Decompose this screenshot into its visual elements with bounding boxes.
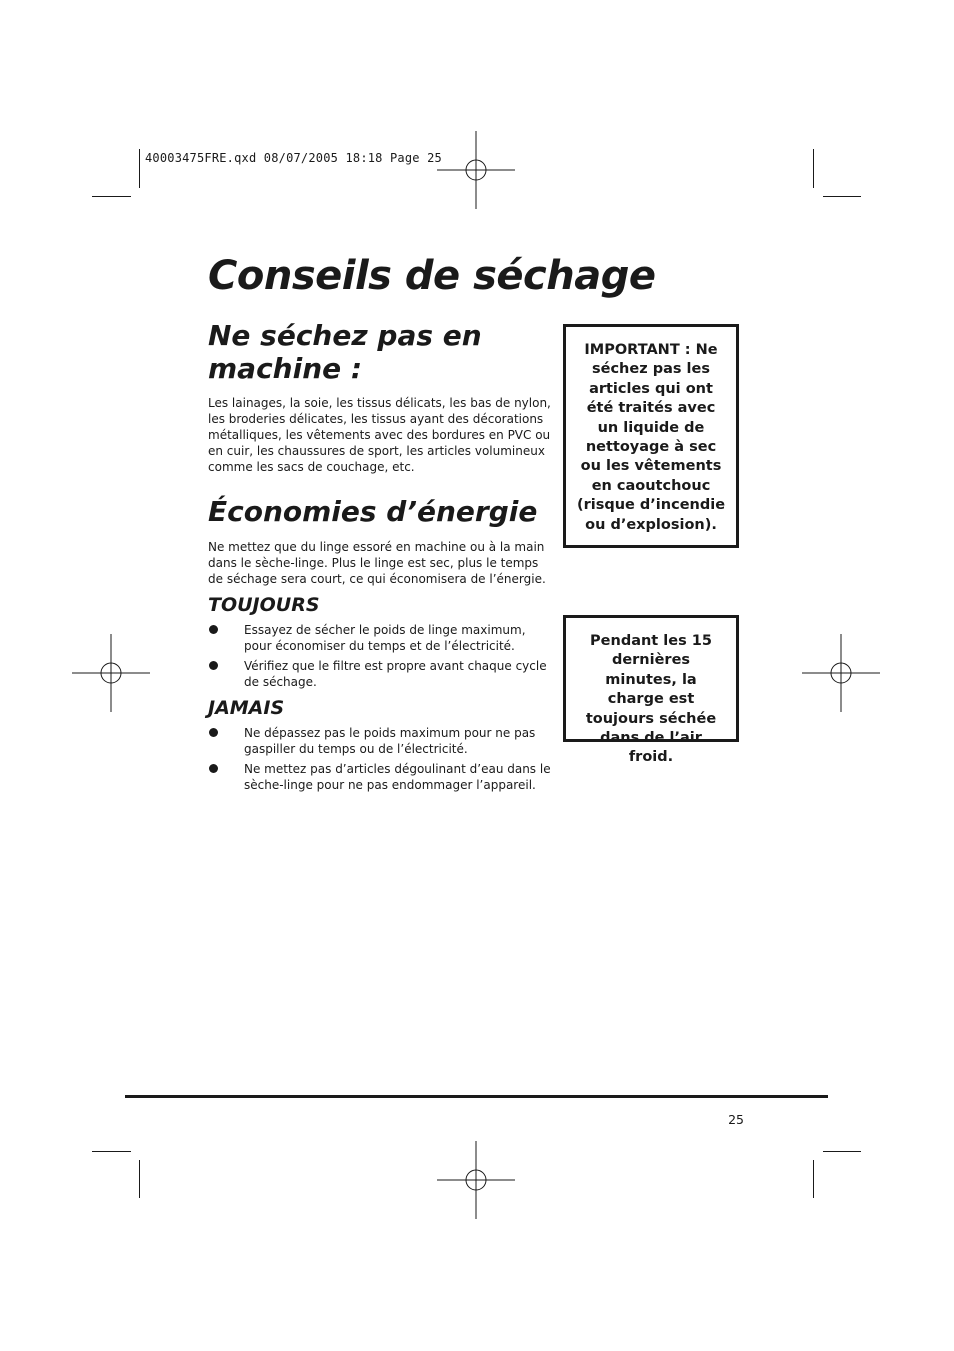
list-item	[208, 658, 553, 690]
page-title: Conseils de séchage	[208, 253, 656, 299]
heading-line: machine :	[208, 352, 363, 385]
bullet-icon	[209, 764, 218, 773]
list-item-text: Ne dépassez pas le poids maximum pour ne pas gaspiller du temps ou de l’électricité.	[244, 726, 536, 756]
list-item	[208, 761, 553, 793]
jamais-heading: JAMAIS	[208, 697, 285, 719]
crop-mark	[813, 149, 814, 188]
toujours-list	[208, 622, 553, 694]
crop-mark	[823, 1151, 861, 1152]
crop-mark	[823, 196, 861, 197]
registration-mark-icon	[437, 1141, 515, 1219]
list-item	[208, 725, 553, 757]
crop-mark	[813, 1160, 814, 1198]
bullet-icon	[209, 728, 218, 737]
toujours-heading: TOUJOURS	[208, 594, 320, 616]
section-heading-no-machine	[208, 319, 482, 385]
crop-mark	[92, 1151, 131, 1152]
energy-text: Ne mettez que du linge essoré en machine ou à la main dans le sèche-linge. Plus le linge est sec, plus le temps de séchage sera court, ce qui économisera de l’énergie.	[208, 540, 546, 586]
list-item-text: Ne mettez pas d’articles dégoulinant d’eau dans le sèche-linge pour ne pas endommager l’appareil.	[244, 762, 551, 792]
crop-mark	[139, 149, 140, 188]
section-heading-energy: Économies d’énergie	[208, 495, 538, 528]
footer-rule	[125, 1095, 828, 1098]
list-item	[208, 622, 553, 654]
jamais-list	[208, 725, 553, 797]
no-machine-text: Les lainages, la soie, les tissus délicats, les bas de nylon, les broderies délicates, les tissus ayant des décorations métalliques, les vêtements avec des bordures en PVC ou en cuir, les chaussures de sport, les articles volumineux comme les sacs de couchage, etc.	[208, 396, 551, 474]
registration-mark-icon	[437, 131, 515, 209]
cooling-note-box: Pendant les 15 dernières minutes, la charge est toujours séchée dans de l’air froid.	[563, 615, 739, 742]
registration-mark-icon	[802, 634, 880, 712]
bullet-icon	[209, 661, 218, 670]
important-warning-box: IMPORTANT : Ne séchez pas les articles qui ont été traités avec un liquide de nettoyage à sec ou les vêtements en caoutchouc (risque d’incendie ou d’explosion).	[563, 324, 739, 548]
crop-mark	[139, 1160, 140, 1198]
crop-mark	[92, 196, 131, 197]
page-number: 25	[728, 1112, 744, 1127]
list-item-text: Essayez de sécher le poids de linge maximum, pour économiser du temps et de l’électricité.	[244, 623, 526, 653]
registration-mark-icon	[72, 634, 150, 712]
bullet-icon	[209, 625, 218, 634]
heading-line: Ne séchez pas en	[208, 319, 482, 352]
print-slug: 40003475FRE.qxd 08/07/2005 18:18 Page 25	[145, 151, 442, 165]
list-item-text: Vérifiez que le filtre est propre avant chaque cycle de séchage.	[244, 659, 547, 689]
